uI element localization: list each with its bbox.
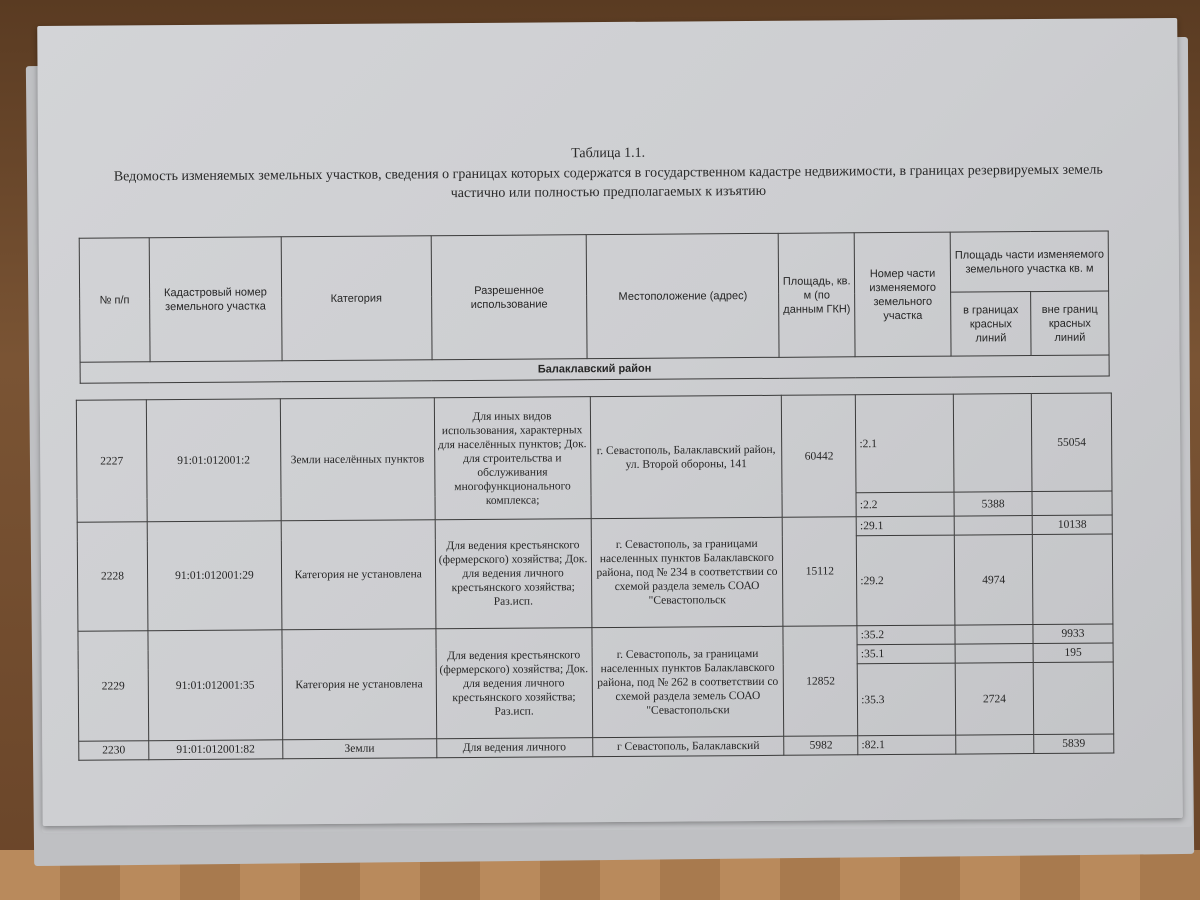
document-sheet	[37, 18, 1183, 826]
header-inside-red-lines: в границах красных линий	[951, 292, 1031, 357]
header-cadastral: Кадастровый номер земельного участка	[149, 237, 282, 362]
header-permitted-use: Разрешенное использование	[431, 235, 588, 360]
district-name: Балаклавский район	[80, 355, 1109, 383]
part-outside: 55054	[1031, 393, 1112, 492]
row-num: 2227	[76, 400, 147, 522]
row-use: Для иных видов использования, характерных для населённых пунктов; Док. для строительства и обслуживания многофункционального комплекса;	[434, 397, 591, 520]
row-area: 60442	[782, 395, 857, 518]
header-area: Площадь, кв. м (по данным ГКН)	[778, 233, 855, 358]
row-cadastral: 91:01:012001:82	[149, 740, 283, 760]
part-number: :82.1	[858, 735, 956, 755]
row-cadastral: 91:01:012001:35	[148, 630, 283, 741]
row-cadastral: 91:01:012001:29	[147, 521, 282, 631]
part-outside	[1032, 534, 1113, 625]
header-part-number: Номер части изменяемого земельного участка	[854, 232, 951, 357]
row-location: г. Севастополь, за границами населенных пунктов Балаклавского района, под № 262 в соответствии со схемой раздела земель СОАО "Севастопольски	[591, 626, 784, 737]
part-inside	[956, 735, 1034, 755]
row-num: 2230	[79, 741, 149, 760]
part-outside: 9933	[1033, 624, 1113, 644]
part-number: :35.2	[857, 625, 955, 645]
header-category: Категория	[281, 236, 432, 361]
header-location: Местоположение (адрес)	[587, 233, 780, 358]
parcels-table	[76, 392, 1114, 760]
row-area: 12852	[783, 626, 858, 737]
row-use: Для ведения крестьянского (фермерского) хозяйства; Док. для ведения личного крестьянского хозяйства; Раз.исп.	[436, 628, 593, 739]
part-number: :2.2	[856, 492, 954, 517]
part-inside: 5388	[954, 492, 1032, 517]
part-number: :35.3	[857, 663, 955, 736]
part-outside: 10138	[1032, 515, 1112, 535]
row-use: Для ведения личного	[436, 738, 592, 758]
row-category: Категория не установлена	[282, 629, 437, 740]
row-location: г. Севастополь, Балаклавский район, ул. Второй обороны, 141	[590, 395, 783, 518]
table-number: Таблица 1.1.	[571, 145, 646, 162]
header-num: № п/п	[79, 238, 150, 362]
part-inside	[954, 516, 1032, 536]
part-outside: 5839	[1034, 734, 1114, 754]
part-inside	[953, 394, 1032, 493]
header-part-area: Площадь части изменяемого земельного участка кв. м	[950, 231, 1108, 292]
row-location: г. Севастополь, за границами населенных пунктов Балаклавского района, под № 234 в соответствии со схемой раздела земель СОАО "Севастопольск	[591, 517, 784, 627]
document-title: Ведомость изменяемых земельных участков, сведения о границах которых содержатся в государственном кадастре недвижимости, в границах резервируемых земель частично или полностью предполагаемых к изъятию	[113, 162, 1103, 202]
part-inside	[955, 644, 1033, 664]
part-inside: 4974	[954, 535, 1033, 626]
part-outside	[1032, 491, 1112, 516]
table-header	[79, 231, 1110, 384]
row-num: 2228	[77, 522, 148, 631]
row-area: 5982	[784, 736, 858, 756]
part-inside	[955, 625, 1033, 645]
header-outside-red-lines: вне границ красных линий	[1031, 291, 1109, 356]
row-use: Для ведения крестьянского (фермерского) хозяйства; Док. для ведения личного крестьянского хозяйства; Раз.исп.	[435, 519, 592, 629]
row-area: 15112	[783, 517, 858, 627]
row-category: Земли	[283, 739, 437, 759]
row-num: 2229	[78, 631, 149, 741]
part-number: :29.2	[857, 535, 955, 626]
part-number: :35.1	[857, 644, 955, 664]
part-number: :2.1	[856, 394, 955, 493]
part-outside: 195	[1033, 643, 1113, 663]
row-category: Земли населённых пунктов	[280, 398, 435, 521]
part-inside: 2724	[955, 663, 1033, 736]
row-cadastral: 91:01:012001:2	[146, 399, 281, 522]
row-location: г Севастополь, Балаклавский	[592, 736, 784, 756]
row-category: Категория не установлена	[281, 520, 436, 630]
table-row	[76, 393, 1112, 498]
part-number: :29.1	[856, 516, 954, 536]
part-outside	[1033, 662, 1113, 735]
